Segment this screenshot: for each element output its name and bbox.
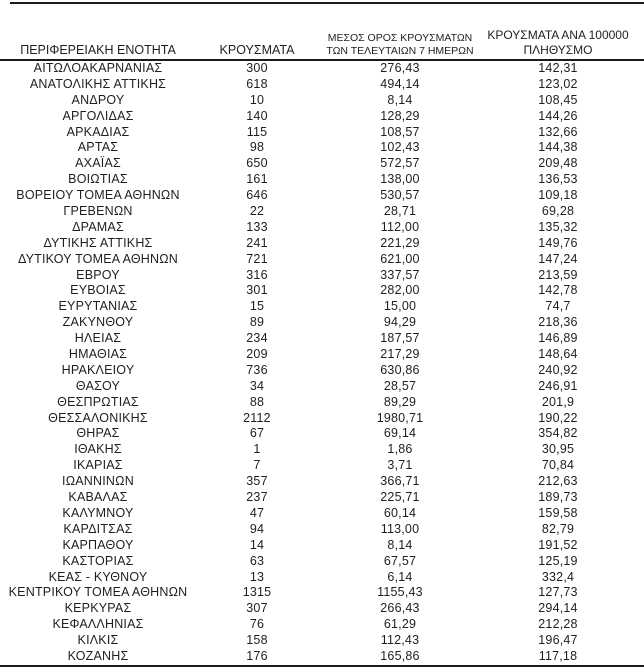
cell-cases: 650 [246, 156, 268, 171]
table-row [0, 61, 644, 77]
cell-per100k: 212,63 [538, 474, 578, 489]
table-row [0, 77, 644, 93]
cell-per100k: 144,26 [538, 108, 578, 123]
table-row [0, 236, 644, 252]
cell-cases: 10 [249, 92, 265, 107]
cell-per100k: 132,66 [538, 124, 578, 139]
cell-cases: 176 [246, 648, 268, 663]
cell-cases: 76 [249, 617, 265, 632]
cell-cases: 237 [246, 490, 268, 505]
cell-per100k: 159,58 [538, 505, 578, 520]
col-header-per100k-line1: ΚΡΟΥΣΜΑΤΑ ΑΝΑ 100000 [487, 28, 629, 42]
cell-region: ΑΝΔΡΟΥ [71, 92, 125, 107]
cell-avg7-average: 112,43 [380, 633, 420, 648]
table-row [0, 283, 644, 299]
cell-cases: 1 [253, 442, 261, 457]
cell-cases: 234 [246, 331, 268, 346]
cell-cases: 241 [246, 235, 268, 250]
cell-avg7-average: 187,57 [380, 331, 420, 346]
table-row [0, 633, 644, 649]
cell-cases: 307 [246, 601, 268, 616]
table-row [0, 268, 644, 284]
table-row [0, 601, 644, 617]
cell-cases: 22 [249, 204, 265, 219]
cell-avg7-average: 337,57 [380, 267, 420, 282]
cell-region: ΑΙΤΩΛΟΑΚΑΡΝΑΝΙΑΣ [33, 61, 163, 75]
cell-region: ΑΡΓΟΛΙΔΑΣ [62, 108, 134, 123]
table-row [0, 156, 644, 172]
cell-cases: 67 [249, 426, 265, 441]
cell-per100k: 144,38 [538, 140, 578, 155]
cell-per100k: 125,19 [538, 553, 578, 568]
table-row [0, 617, 644, 633]
cell-per100k: 191,52 [538, 537, 578, 552]
table-row [0, 506, 644, 522]
table-row [0, 649, 644, 665]
cell-per100k: 70,84 [541, 458, 575, 473]
cell-per100k: 123,02 [538, 76, 578, 91]
table-row [0, 474, 644, 490]
cell-region: ΚΑΡΔΙΤΣΑΣ [63, 521, 133, 536]
cell-region: ΗΜΑΘΙΑΣ [68, 347, 128, 362]
cell-cases: 300 [246, 61, 268, 75]
cell-region: ΗΡΑΚΛΕΙΟΥ [61, 362, 135, 377]
col-header-per100k [482, 28, 634, 58]
bottom-rule [0, 665, 644, 667]
cell-avg7-average: 28,71 [383, 204, 417, 219]
table-row [0, 315, 644, 331]
cell-region: ΑΡΤΑΣ [77, 140, 119, 155]
cell-avg7-average: 8,14 [387, 537, 413, 552]
cell-avg7-average: 1,86 [387, 442, 413, 457]
table-row [0, 379, 644, 395]
cell-region: ΕΥΡΥΤΑΝΙΑΣ [58, 299, 138, 314]
table-row [0, 220, 644, 236]
cell-cases: 209 [246, 347, 268, 362]
table-row [0, 299, 644, 315]
table-row [0, 411, 644, 427]
table-row [0, 204, 644, 220]
cell-cases: 63 [249, 553, 265, 568]
cell-avg7-average: 108,57 [380, 124, 420, 139]
cell-per100k: 117,18 [538, 648, 578, 663]
cell-avg7-average: 494,14 [380, 76, 420, 91]
cell-region: ΑΡΚΑΔΙΑΣ [66, 124, 130, 139]
cell-avg7-average: 61,29 [383, 617, 417, 632]
cell-per100k: 135,32 [538, 219, 578, 234]
cell-per100k: 149,76 [538, 235, 578, 250]
cell-region: ΓΡΕΒΕΝΩΝ [63, 204, 133, 219]
cell-per100k: 189,73 [538, 490, 578, 505]
cell-region: ΔΥΤΙΚΗΣ ΑΤΤΙΚΗΣ [43, 235, 153, 250]
cell-avg7-average: 6,14 [387, 569, 413, 584]
cell-region: ΚΕΡΚΥΡΑΣ [64, 601, 132, 616]
table-row [0, 109, 644, 125]
col-header-region: ΠΕΡΙΦΕΡΕΙΑΚΗ ΕΝΟΤΗΤΑ [20, 43, 176, 57]
cell-cases: 98 [249, 140, 265, 155]
cell-avg7-average: 102,43 [380, 140, 420, 155]
cell-region: ΒΟΡΕΙΟΥ ΤΟΜΕΑ ΑΘΗΝΩΝ [16, 188, 180, 203]
cell-region: ΑΝΑΤΟΛΙΚΗΣ ΑΤΤΙΚΗΣ [29, 76, 167, 91]
cell-per100k: 142,78 [538, 283, 578, 298]
cell-region: ΚΟΖΑΝΗΣ [67, 648, 129, 663]
cell-avg7-average: 1980,71 [376, 410, 424, 425]
cell-cases: 161 [246, 172, 268, 187]
table-row [0, 442, 644, 458]
cell-cases: 133 [246, 219, 268, 234]
table-row [0, 140, 644, 156]
col-header-avg7 [318, 32, 482, 58]
cell-region: ΗΛΕΙΑΣ [74, 331, 122, 346]
cell-per100k: 209,48 [538, 156, 578, 171]
cell-avg7-average: 225,71 [380, 490, 420, 505]
cell-avg7-average: 266,43 [380, 601, 420, 616]
col-header-avg7-line1: ΜΕΣΟΣ ΟΡΟΣ ΚΡΟΥΣΜΑΤΩΝ [327, 32, 473, 44]
cell-avg7-average: 8,14 [387, 92, 413, 107]
cell-avg7-average: 94,29 [383, 315, 417, 330]
cell-avg7-average: 60,14 [383, 505, 417, 520]
cell-avg7-average: 530,57 [380, 188, 420, 203]
cell-region: ΖΑΚΥΝΘΟΥ [62, 315, 134, 330]
cell-avg7-average: 112,00 [380, 219, 420, 234]
cell-cases: 94 [249, 521, 265, 536]
cell-region: ΘΑΣΟΥ [75, 378, 121, 393]
cell-per100k: 218,36 [538, 315, 578, 330]
cell-per100k: 142,31 [538, 61, 578, 75]
table-row [0, 395, 644, 411]
cell-region: ΔΡΑΜΑΣ [72, 219, 124, 234]
col-header-per100k-line2: ΠΛΗΘΥΣΜΟ [523, 42, 593, 57]
col-header-cases: ΚΡΟΥΣΜΑΤΑ [219, 43, 295, 57]
cell-avg7-average: 366,71 [380, 474, 420, 489]
cell-cases: 7 [253, 458, 261, 473]
table-row [0, 490, 644, 506]
table-row [0, 426, 644, 442]
cell-avg7-average: 89,29 [383, 394, 417, 409]
cell-cases: 301 [246, 283, 268, 298]
cell-avg7-average: 630,86 [380, 362, 420, 377]
cell-cases: 2112 [243, 410, 271, 425]
cell-region: ΚΑΣΤΟΡΙΑΣ [62, 553, 134, 568]
cell-per100k: 146,89 [538, 331, 578, 346]
cell-per100k: 127,73 [538, 585, 578, 600]
cell-per100k: 294,14 [538, 601, 578, 616]
cell-per100k: 212,28 [538, 617, 578, 632]
cell-cases: 1315 [242, 585, 272, 600]
cell-per100k: 147,24 [538, 251, 578, 266]
cell-cases: 158 [246, 633, 268, 648]
cell-avg7-average: 113,00 [380, 521, 420, 536]
cell-cases: 47 [249, 505, 265, 520]
cell-region: ΑΧΑΪΑΣ [75, 156, 121, 171]
cell-per100k: 190,22 [538, 410, 578, 425]
table-row [0, 458, 644, 474]
cell-per100k: 246,91 [538, 378, 578, 393]
cell-avg7-average: 217,29 [380, 347, 420, 362]
table-row [0, 522, 644, 538]
cell-avg7-average: 165,86 [380, 648, 420, 663]
cell-region: ΚΕΝΤΡΙΚΟΥ ΤΟΜΕΑ ΑΘΗΝΩΝ [8, 585, 188, 600]
cell-cases: 15 [249, 299, 265, 314]
cell-per100k: 74,7 [545, 299, 571, 314]
table-row [0, 347, 644, 363]
cell-avg7-average: 138,00 [380, 172, 420, 187]
cell-region: ΚΑΡΠΑΘΟΥ [62, 537, 134, 552]
cell-per100k: 108,45 [538, 92, 578, 107]
table-row [0, 363, 644, 379]
cell-avg7-average: 67,57 [383, 553, 417, 568]
cell-per100k: 30,95 [541, 442, 575, 457]
cell-cases: 14 [249, 537, 265, 552]
cell-avg7-average: 1155,43 [377, 585, 423, 600]
cell-region: ΘΕΣΣΑΛΟΝΙΚΗΣ [48, 410, 148, 425]
cell-region: ΚΕΑΣ - ΚΥΘΝΟΥ [48, 569, 148, 584]
cell-avg7-average: 128,29 [380, 108, 420, 123]
cell-region: ΕΥΒΟΙΑΣ [70, 283, 126, 298]
cell-cases: 316 [246, 267, 268, 282]
table-row [0, 538, 644, 554]
cell-region: ΙΘΑΚΗΣ [74, 442, 122, 457]
cell-per100k: 240,92 [538, 362, 578, 377]
table-row [0, 585, 644, 601]
table-row [0, 93, 644, 109]
cell-per100k: 201,9 [541, 394, 575, 409]
cell-per100k: 332,4 [541, 569, 575, 584]
cell-region: ΚΕΦΑΛΛΗΝΙΑΣ [52, 617, 144, 632]
cell-region: ΚΙΛΚΙΣ [77, 633, 119, 648]
cell-region: ΚΑΛΥΜΝΟΥ [62, 505, 134, 520]
cell-per100k: 69,28 [541, 204, 575, 219]
table-row [0, 172, 644, 188]
cell-per100k: 213,59 [538, 267, 578, 282]
table-header-row [0, 23, 644, 58]
cell-per100k: 354,82 [538, 426, 578, 441]
cell-region: ΔΥΤΙΚΟΥ ΤΟΜΕΑ ΑΘΗΝΩΝ [17, 251, 179, 266]
cell-region: ΘΕΣΠΡΩΤΙΑΣ [57, 394, 139, 409]
cell-avg7-average: 15,00 [383, 299, 417, 314]
table-row [0, 554, 644, 570]
cell-avg7-average: 282,00 [380, 283, 420, 298]
table-row [0, 188, 644, 204]
cell-avg7-average: 572,57 [380, 156, 420, 171]
cell-avg7-average: 3,71 [387, 458, 413, 473]
cell-cases: 618 [246, 76, 268, 91]
cell-per100k: 196,47 [538, 633, 578, 648]
table-row [0, 252, 644, 268]
cell-avg7-average: 69,14 [383, 426, 417, 441]
cell-per100k: 148,64 [538, 347, 578, 362]
cell-region: ΚΑΒΑΛΑΣ [68, 490, 128, 505]
cell-region: ΒΟΙΩΤΙΑΣ [68, 172, 128, 187]
table-row [0, 125, 644, 141]
cell-cases: 357 [246, 474, 268, 489]
col-header-avg7-line2: ΤΩΝ ΤΕΛΕΥΤΑΙΩΝ 7 ΗΜΕΡΩΝ [326, 44, 474, 57]
table-row [0, 570, 644, 586]
cell-per100k: 136,53 [538, 172, 578, 187]
cell-cases: 646 [246, 188, 268, 203]
cell-per100k: 82,79 [541, 521, 575, 536]
cell-region: ΘΗΡΑΣ [76, 426, 120, 441]
cell-cases: 13 [249, 569, 265, 584]
table-row [0, 331, 644, 347]
cell-region: ΙΩΑΝΝΙΝΩΝ [62, 474, 134, 489]
cell-cases: 34 [249, 378, 265, 393]
cell-avg7-average: 621,00 [380, 251, 420, 266]
cell-region: ΙΚΑΡΙΑΣ [73, 458, 123, 473]
cell-avg7-average: 28,57 [383, 378, 417, 393]
cell-region: ΕΒΡΟΥ [76, 267, 120, 282]
cell-avg7-average: 221,29 [380, 235, 420, 250]
table-body [0, 61, 644, 665]
cell-cases: 721 [246, 251, 268, 266]
cell-avg7-average: 276,43 [380, 61, 420, 75]
cell-cases: 736 [246, 362, 268, 377]
cell-cases: 115 [246, 124, 268, 139]
cell-cases: 89 [249, 315, 265, 330]
cell-per100k: 109,18 [538, 188, 578, 203]
cell-cases: 88 [249, 394, 265, 409]
cell-cases: 140 [246, 108, 268, 123]
